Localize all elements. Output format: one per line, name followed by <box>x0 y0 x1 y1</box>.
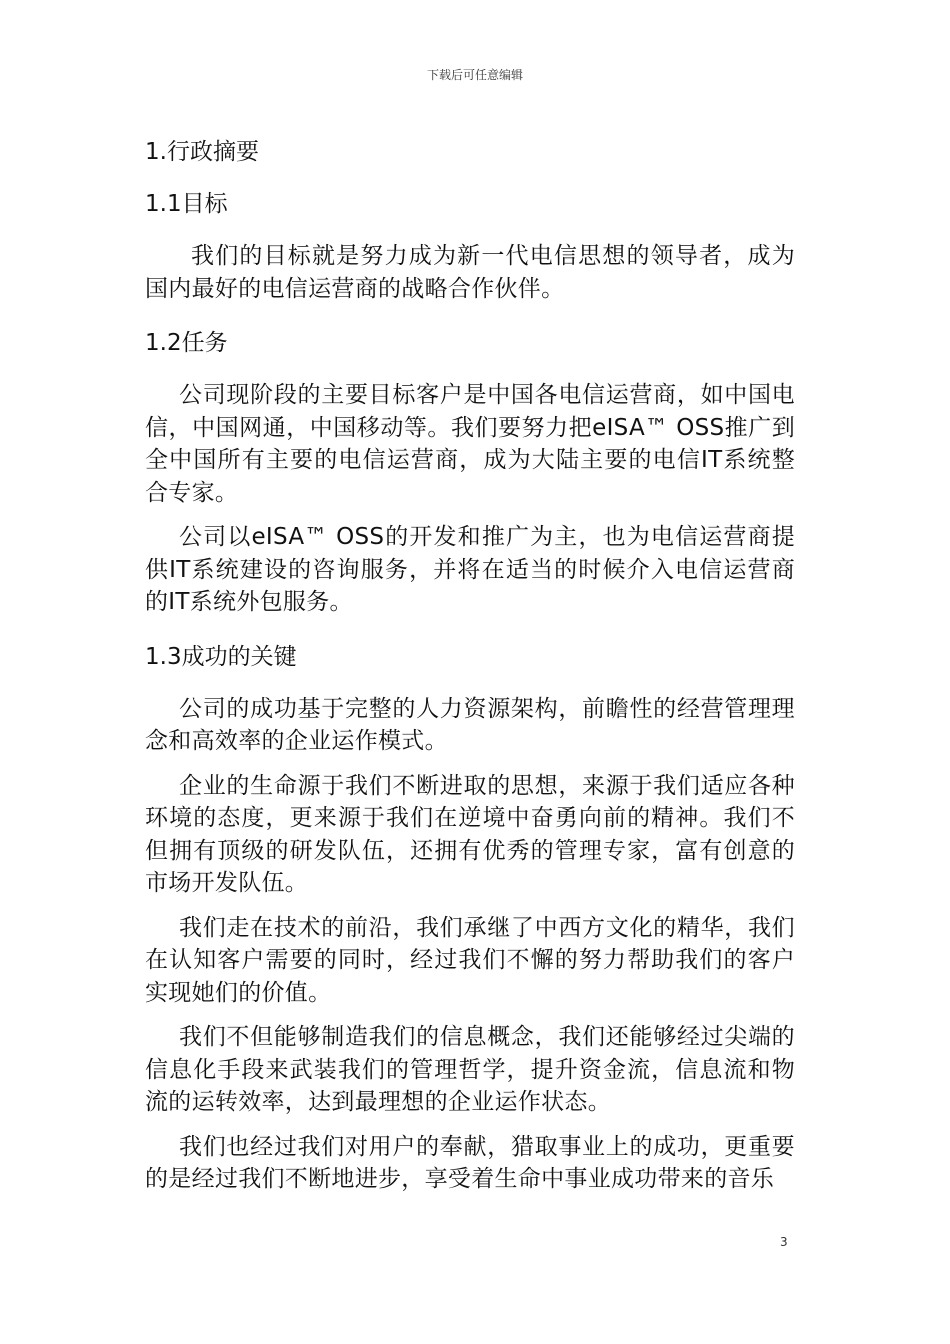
page-number: 3 <box>780 1235 788 1249</box>
section-1-3-paragraph-1: 公司的成功基于完整的人力资源架构，前瞻性的经营管理理念和高效率的企业运作模式。 <box>145 695 795 754</box>
section-1-3-paragraph-5: 我们也经过我们对用户的奉献，猎取事业上的成功，更重要的是经过我们不断地进步，享受着生命中事业成功带来的音乐 <box>145 1133 795 1192</box>
section-1-2-title: 1.2任务 <box>145 330 228 356</box>
section-1-2-paragraph-2: 公司以eISA™ OSS的开发和推广为主，也为电信运营商提供IT系统建设的咨询服务，并将在适当的时候介入电信运营商的IT系统外包服务。 <box>145 524 795 615</box>
page-header-note: 下载后可任意编辑 <box>426 68 523 82</box>
section-1-3-paragraph-3: 我们走在技术的前沿，我们承继了中西方文化的精华，我们在认知客户需要的同时，经过我们不懈的努力帮助我们的客户实现她们的价值。 <box>145 914 795 1006</box>
section-1-title: 1.行政摘要 <box>145 139 259 165</box>
section-1-1-title: 1.1目标 <box>145 191 228 217</box>
section-1-2-paragraph-1: 公司现阶段的主要目标客户是中国各电信运营商，如中国电信，中国网通，中国移动等。我们要努力把eISA™ OSS推广到全中国所有主要的电信运营商，成为大陆主要的电信IT系统整合专家。 <box>145 382 795 506</box>
document-body <box>145 136 795 1196</box>
section-1-3-paragraph-4: 我们不但能够制造我们的信息概念，我们还能够经过尖端的信息化手段来武装我们的管理哲学，提升资金流，信息流和物流的运转效率，达到最理想的企业运作状态。 <box>145 1024 795 1115</box>
section-1-1-paragraph-1: 我们的目标就是努力成为新一代电信思想的领导者，成为国内最好的电信运营商的战略合作伙伴。 <box>145 243 795 302</box>
section-1-3-paragraph-2: 企业的生命源于我们不断进取的思想，来源于我们适应各种环境的态度，更来源于我们在逆境中奋勇向前的精神。我们不但拥有顶级的研发队伍，还拥有优秀的管理专家，富有创意的市场开发队伍。 <box>145 772 795 896</box>
section-1-3-title: 1.3成功的关键 <box>145 643 297 670</box>
